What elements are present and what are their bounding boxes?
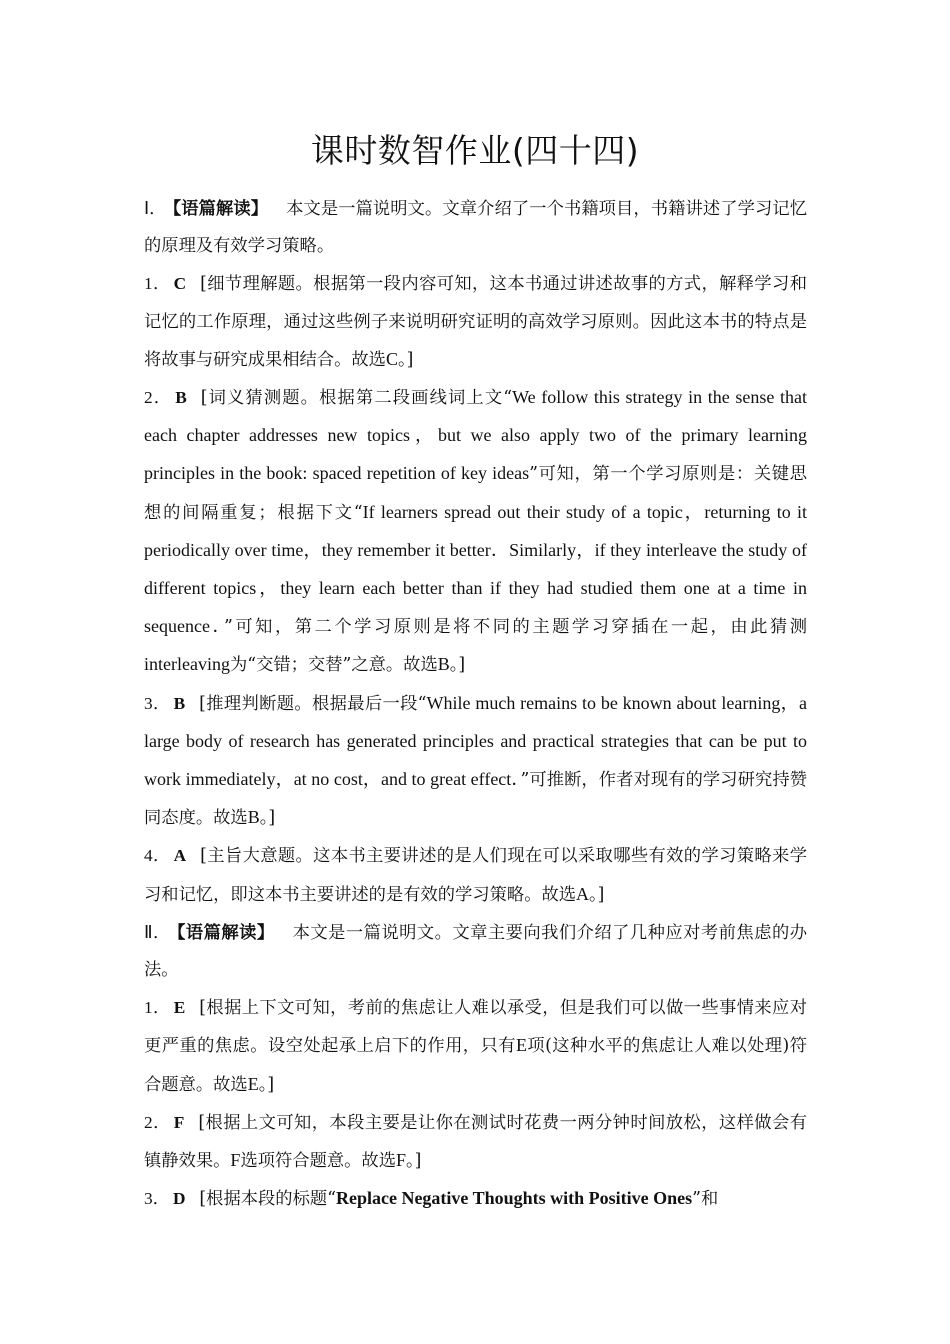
explanation-text: [推理判断题。根据最后一段“ [199,693,427,714]
answer-letter: C [173,274,187,294]
explanation-text: [词义猜测题。根据第二段画线词上文“ [200,388,513,409]
quoted-english-text: F [395,1150,406,1171]
quoted-english-text: F [230,1150,241,1171]
quoted-english-text: B [437,654,450,675]
answer-letter: B [175,388,187,408]
section-numeral: Ⅰ． [144,199,167,218]
answer-number: 2． [144,1112,171,1132]
answer-item [144,265,807,379]
quoted-english-text: E [247,1073,259,1094]
explanation-text: 。] [449,655,466,676]
explanation-text: 。] [397,349,414,370]
answer-item [144,685,807,838]
explanation-text: [根据上下文可知，考前的焦虑让人难以承受，但是我们可以做一些事情来应对更严重的焦虑。设空处起承上启下的作用，只有 [144,998,807,1057]
explanation-text: 。] [406,1151,422,1172]
answer-number: 1． [144,274,171,294]
answer-number: 3． [144,1189,170,1209]
answer-letter: F [173,1112,185,1132]
explanation-text: 。] [589,884,605,905]
explanation-text: 。] [259,808,276,829]
section-intro-text: 本文是一篇说明文。文章主要向我们介绍了几种应对考前焦虑的办法。 [144,922,807,981]
answer-number: 2． [144,388,173,408]
answer-number: 3． [144,693,171,713]
reading-tag: 【语篇解读】 [176,922,275,943]
explanation-text: 项(这种水平的焦虑让人难以处理)符合题意。故选 [144,1036,807,1095]
explanation-text: 为“交错；交替”之意。故选 [229,655,438,676]
quoted-english-text: A [576,883,590,904]
explanation-text: [根据上文可知，本段主要是让你在测试时花费一两分钟时间放松，这样做会有镇静效果。 [144,1112,807,1172]
answer-letter: D [172,1189,186,1209]
section-intro [144,190,807,265]
quoted-english-text: While much remains to be known about learning，a large body of research has generated principles and practical strategies that can be put to work immediately，at no cost，and to great effect． [144,692,807,790]
explanation-text: 选项符合题意。故选 [240,1151,396,1172]
answer-letter: E [173,998,186,1018]
explanation-text: ”和 [692,1189,719,1210]
answer-item [144,379,807,685]
answer-item [144,837,807,913]
explanation-text: ”可知，第一个学习原则是：关键思想的间隔重复；根据下文“ [144,464,807,523]
answer-key-body [144,190,807,1218]
explanation-text: ”可知，第二个学习原则是将不同的主题学习穿插在一起，由此猜测 [224,617,807,638]
quoted-english-text: B [247,807,260,828]
answer-item [144,989,807,1104]
quoted-english-text: If learners spread out their study of a topic，returning to it periodically over time，they remember it better．Similarly，if they interleave the study of different topics，they learn each better than if they had studied them one at a time in sequence． [144,501,807,637]
page-title: 课时数智作业(四十四) [310,131,640,170]
explanation-text: [细节理解题。根据第一段内容可知，这本书通过讲述故事的方式，解释学习和记忆的工作原理，通过这些例子来说明研究证明的高效学习原则。因此这本书的特点是将故事与研究成果相结合。故选 [144,274,807,370]
section-numeral: Ⅱ． [144,922,171,942]
answer-item [144,1104,807,1180]
answer-item [144,1180,807,1218]
answer-number: 1． [144,998,171,1018]
answer-letter: B [173,693,186,713]
quoted-english-text: E [515,1035,527,1056]
reading-tag: 【语篇解读】 [172,199,269,219]
quoted-english-text: We follow this strategy in the sense that each chapter addresses new topics，but we also apply two of the primary learning principles in the book: spaced repetition of key ideas [144,387,807,484]
explanation-text: 。] [258,1074,275,1095]
answer-letter: A [173,846,187,866]
explanation-text: [主旨大意题。这本书主要讲述的是人们现在可以采取哪些有效的学习策略来学习和记忆，即这本书主要讲述的是有效的学习策略。故选 [144,846,807,905]
quoted-english-text: Replace Negative Thoughts with Positive Ones [335,1188,693,1209]
explanation-text: [根据本段的标题“ [199,1189,336,1210]
quoted-english-text: C [385,348,398,369]
section-intro [144,914,807,989]
answer-number: 4． [144,846,171,866]
quoted-english-text: interleaving [144,654,230,675]
section-intro-text: 本文是一篇说明文。文章介绍了一个书籍项目，书籍讲述了学习记忆的原理及有效学习策略。 [144,199,807,257]
explanation-text: ”可推断，作者对现有的学习研究持赞同态度。故选 [144,770,807,829]
